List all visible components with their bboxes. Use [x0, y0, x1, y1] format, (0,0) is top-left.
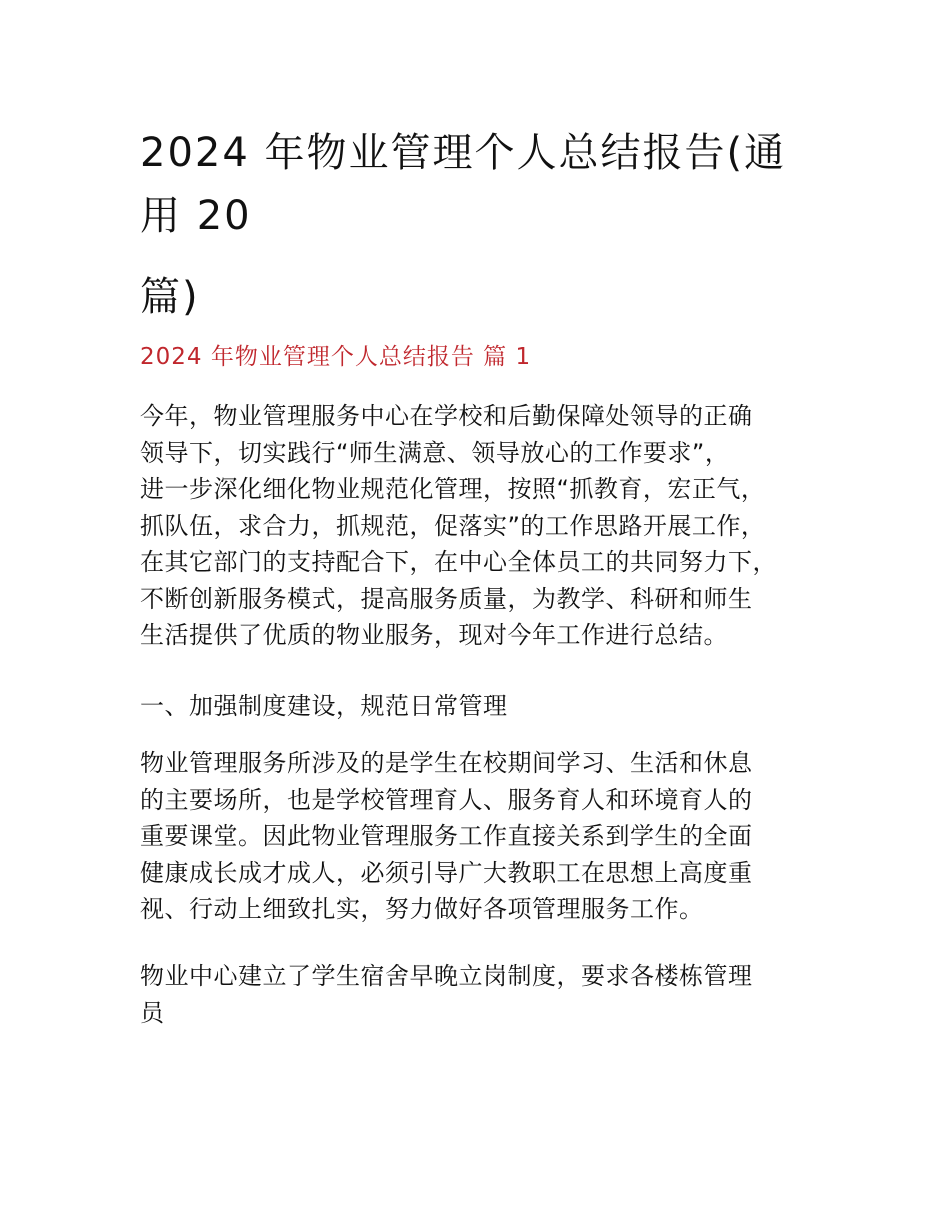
document-title-line-1: 2024 年物业管理个人总结报告(通: [140, 130, 787, 176]
paragraph-line: 在其它部门的支持配合下，在中心全体员工的共同努力下，: [140, 548, 777, 576]
paragraph-line: 不断创新服务模式，提高服务质量，为教学、科研和师生: [140, 584, 753, 613]
paragraph-line: 健康成长成才成人，必须引导广大教职工在思想上高度重: [140, 858, 753, 887]
paragraph-line: 重要课堂。因此物业管理服务工作直接关系到学生的全面: [140, 822, 753, 850]
paragraph-line: 进一步深化细化物业规范化管理，按照“抓教育，宏正气，: [140, 475, 766, 503]
paragraph-importance: [140, 745, 810, 928]
paragraph-line: 物业中心建立了学生宿舍早晚立岗制度，要求各楼栋管理: [140, 962, 753, 990]
paragraph-line: 领导下，切实践行“师生满意、领导放心的工作要求”，: [140, 438, 730, 467]
paragraph-dorm-duty: [140, 958, 810, 1031]
subheading-institution: [140, 688, 810, 725]
paragraph-line: 抓队伍，求合力，抓规范，促落实”的工作思路开展工作，: [140, 511, 766, 540]
paragraph-line: 员: [140, 998, 165, 1027]
paragraph-line: 视、行动上细致扎实，努力做好各项管理服务工作。: [140, 895, 704, 923]
paragraph-line: 物业管理服务所涉及的是学生在校期间学习、生活和休息: [140, 749, 753, 777]
section-heading: 2024 年物业管理个人总结报告 篇 1: [140, 344, 532, 370]
subheading-text: 一、加强制度建设，规范日常管理: [140, 692, 508, 720]
document-title-line-3: 篇): [140, 274, 200, 320]
paragraph-line: 今年，物业管理服务中心在学校和后勤保障处领导的正确: [140, 402, 753, 430]
paragraph-line: 生活提供了优质的物业服务，现对今年工作进行总结。: [140, 621, 728, 649]
document-title-line-2: 用 20: [140, 193, 252, 239]
paragraph-line: 的主要场所，也是学校管理育人、服务育人和环境育人的: [140, 785, 753, 814]
paragraph-intro: [140, 398, 810, 654]
